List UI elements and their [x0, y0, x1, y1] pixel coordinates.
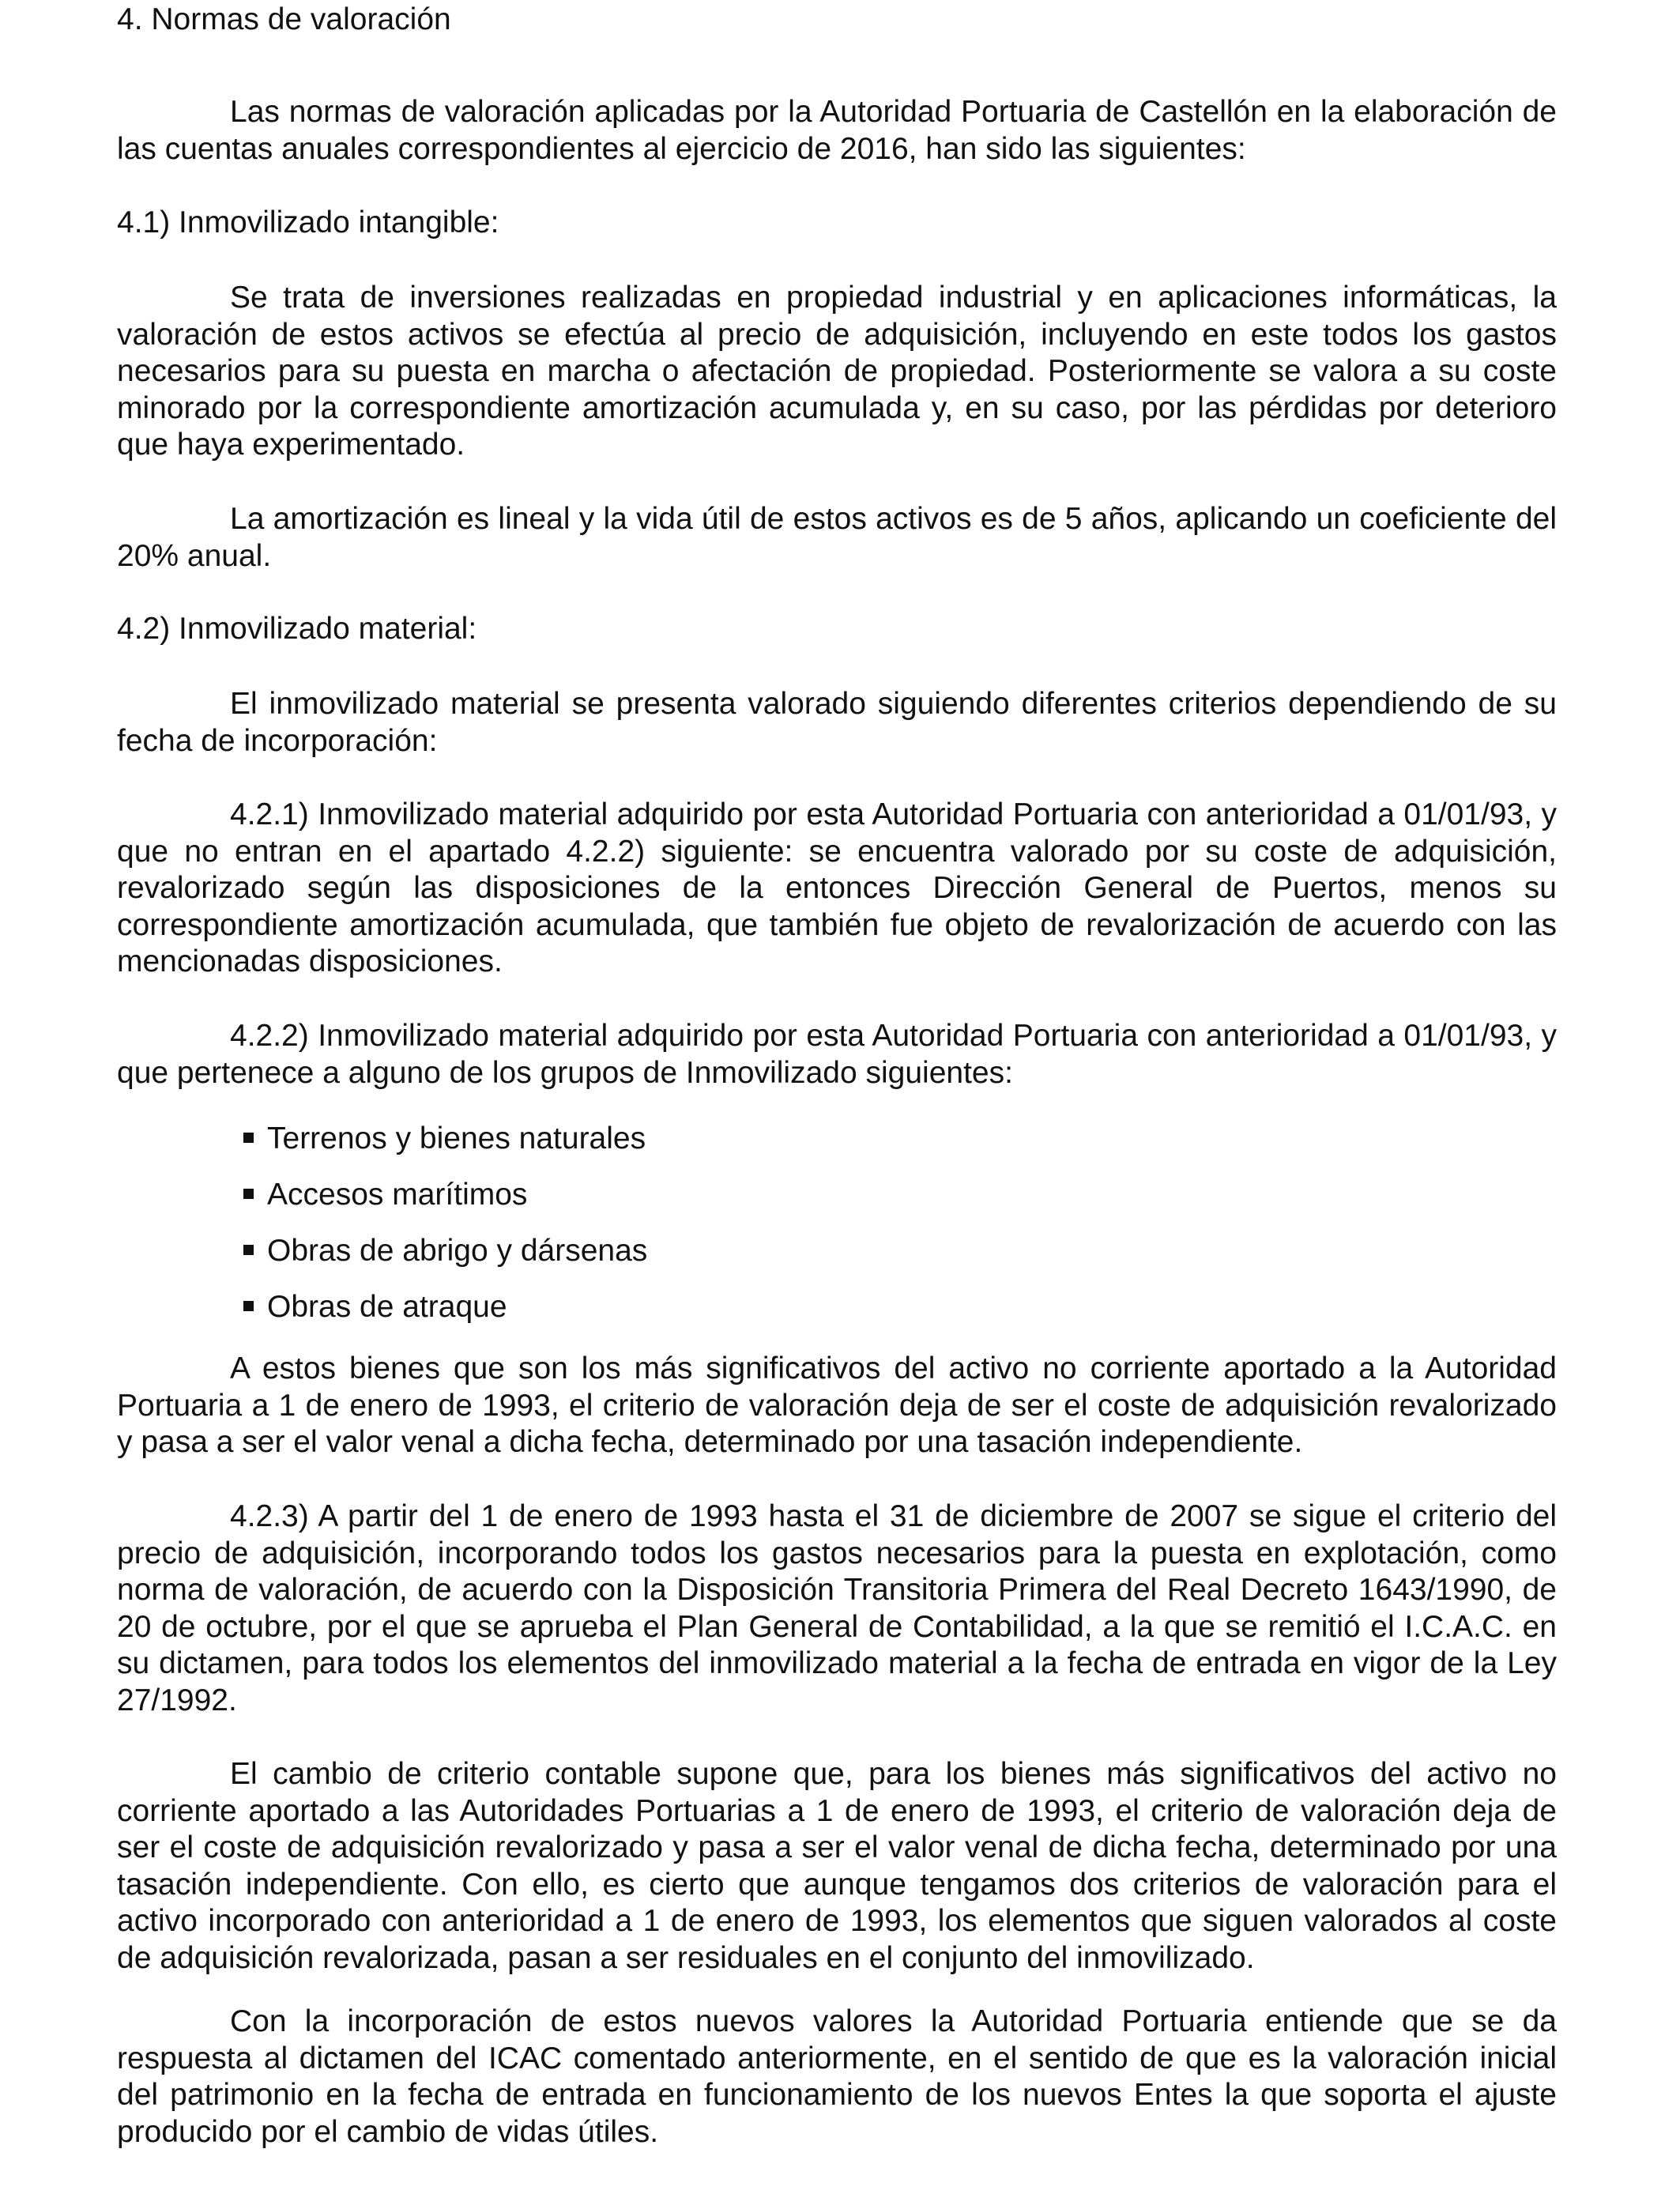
- list-item: [267, 1289, 507, 1326]
- list-item-label: Obras de abrigo y dársenas: [267, 1234, 648, 1268]
- paragraph-cambio-criterio: El cambio de criterio contable supone que, para los bienes más significativos del activo no corriente aportado a las Autoridades Portuarias a 1 de enero de 1993, el criterio de valoración deja de ser el coste de adquisición revalorizado y pasa a ser el valor venal de dicha fecha, determinado por una tasación independiente. Con ello, es cierto que aunque tengamos dos criterios de valoración para el activo incorporado con anterioridad a 1 de enero de 1993, los elementos que siguen valorados al coste de adquisición revalorizada, pasan a ser residuales en el conjunto del inmovilizado.: [117, 1757, 1557, 1975]
- paragraph-4-1-amortization: La amortización es lineal y la vida útil de estos activos es de 5 años, aplicando un coeficiente del 20% anual.: [117, 502, 1557, 573]
- paragraph-4-2-3: 4.2.3) A partir del 1 de enero de 1993 hasta el 31 de diciembre de 2007 se sigue el criterio del precio de adquisición, incorporando todos los gastos necesarios para la puesta en explotación, como norma de valoración, de acuerdo con la Disposición Transitoria Primera del Real Decreto 1643/1990, de 20 de octubre, por el que se aprueba el Plan General de Contabilidad, a la que se remitió el I.C.A.C. en su dictamen, para todos los elementos del inmovilizado material a la fecha de entrada en vigor de la Ley 27/1992.: [117, 1499, 1557, 1717]
- list-item: [267, 1233, 647, 1270]
- section-title: 4. Normas de valoración: [117, 2, 451, 36]
- bullet-square-icon: [243, 1245, 254, 1255]
- list-item-label: Obras de atraque: [267, 1290, 507, 1324]
- intro-paragraph: Las normas de valoración aplicadas por la Autoridad Portuaria de Castellón en la elaboración de las cuentas anuales correspondientes al ejercicio de 2016, han sido las siguientes:: [117, 95, 1557, 166]
- paragraph-final: Con la incorporación de estos nuevos valores la Autoridad Portuaria entiende que se da respuesta al dictamen del ICAC comentado anteriormente, en el sentido de que es la valoración inicial del patrimonio en la fecha de entrada en funcionamiento de los nuevos Entes la que soporta el ajuste producido por el cambio de vidas útiles.: [117, 2004, 1557, 2149]
- bullet-square-icon: [243, 1189, 254, 1199]
- heading-4-2: 4.2) Inmovilizado material:: [117, 612, 477, 646]
- paragraph-after-bullets: A estos bienes que son los más significativos del activo no corriente aportado a la Autoridad Portuaria a 1 de enero de 1993, el criterio de valoración deja de ser el coste de adquisición revalorizado y pasa a ser el valor venal a dicha fecha, determinado por una tasación independiente.: [117, 1351, 1557, 1459]
- paragraph-4-2-intro: El inmovilizado material se presenta valorado siguiendo diferentes criterios dependiendo de su fecha de incorporación:: [117, 687, 1557, 758]
- paragraph-4-2-2: 4.2.2) Inmovilizado material adquirido por esta Autoridad Portuaria con anterioridad a 01/01/93, y que pertenece a alguno de los grupos de Inmovilizado siguientes:: [117, 1019, 1557, 1090]
- list-item: [267, 1177, 527, 1214]
- list-item-label: Accesos marítimos: [267, 1178, 528, 1212]
- heading-4-1: 4.1) Inmovilizado intangible:: [117, 205, 499, 239]
- paragraph-4-1-description: Se trata de inversiones realizadas en propiedad industrial y en aplicaciones informáticas, la valoración de estos activos se efectúa al precio de adquisición, incluyendo en este todos los gastos necesarios para su puesta en marcha o afectación de propiedad. Posteriormente se valora a su coste minorado por la correspondiente amortización acumulada y, en su caso, por las pérdidas por deterioro que haya experimentado.: [117, 281, 1557, 462]
- paragraph-4-2-1: 4.2.1) Inmovilizado material adquirido por esta Autoridad Portuaria con anterioridad a 01/01/93, y que no entran en el apartado 4.2.2) siguiente: se encuentra valorado por su coste de adquisición, revalorizado según las disposiciones de la entonces Dirección General de Puertos, menos su correspondiente amortización acumulada, que también fue objeto de revalorización de acuerdo con las mencionadas disposiciones.: [117, 797, 1557, 978]
- bullet-square-icon: [243, 1133, 254, 1143]
- bullet-square-icon: [243, 1301, 254, 1311]
- list-item: [267, 1121, 646, 1158]
- list-item-label: Terrenos y bienes naturales: [267, 1122, 646, 1155]
